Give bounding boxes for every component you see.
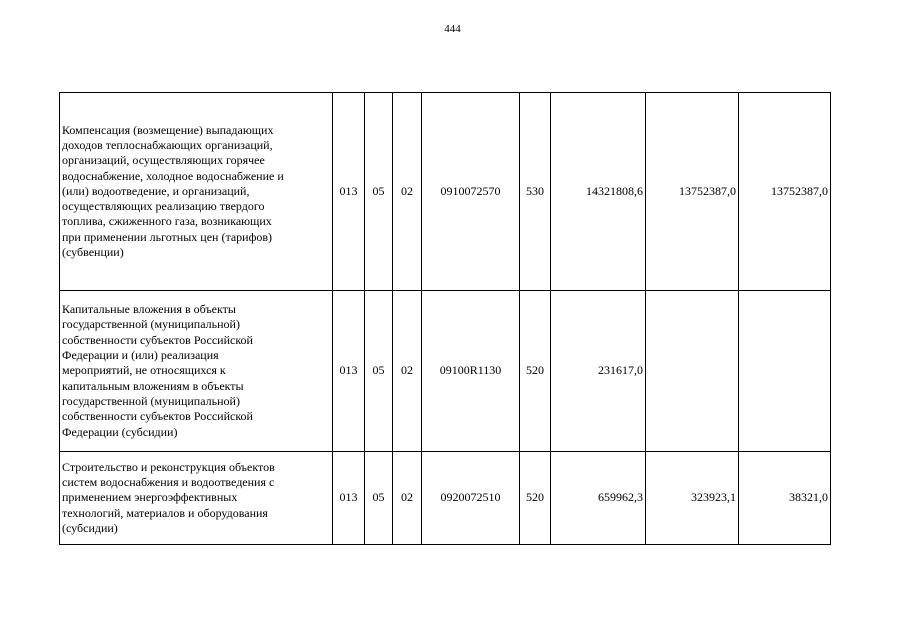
section-code: 05 [365,291,393,452]
description-line: государственной (муниципальной) [62,393,240,408]
description-line: осуществляющих реализацию твердого [62,199,265,214]
page-number: 444 [444,23,461,35]
description-line: доходов теплоснабжающих организаций, [62,137,273,152]
description-line: Федерации (субсидии) [62,424,178,439]
target-article-code: 0920072510 [422,452,520,545]
description-line: собственности субъектов Российской [62,409,253,424]
section-code: 05 [365,93,393,291]
description-line: водоснабжение, холодное водоснабжение и [62,168,284,183]
description-line: Федерации и (или) реализация [62,348,219,363]
amount-3: 13752387,0 [739,93,831,291]
row-description [60,291,333,452]
amount-3: 38321,0 [739,452,831,545]
amount-2: 323923,1 [646,452,739,545]
description-line: Компенсация (возмещение) выпадающих [62,122,274,137]
amount-3 [739,291,831,452]
description-line: технологий, материалов и оборудования [62,505,268,520]
section-code: 05 [365,452,393,545]
description-line: Капитальные вложения в объекты [62,302,236,317]
target-article-code: 0910072570 [422,93,520,291]
amount-2: 13752387,0 [646,93,739,291]
table-row [60,93,831,291]
expense-type-code: 520 [520,291,551,452]
expense-type-code: 520 [520,452,551,545]
subsection-code: 02 [393,452,422,545]
ministry-code: 013 [333,452,365,545]
description-line: при применении льготных цен (тарифов) [62,229,273,244]
row-description [60,452,333,545]
description-line: мероприятий, не относящихся к [62,363,226,378]
subsection-code: 02 [393,93,422,291]
description-line: (субсидии) [62,520,118,535]
ministry-code: 013 [333,93,365,291]
expense-type-code: 530 [520,93,551,291]
description-line: применением энергоэффективных [62,490,238,505]
amount-1: 231617,0 [551,291,646,452]
description-line: топлива, сжиженного газа, возникающих [62,214,272,229]
description-line: Строительство и реконструкция объектов [62,459,275,474]
target-article-code: 09100R1130 [422,291,520,452]
row-description [60,93,333,291]
amount-1: 659962,3 [551,452,646,545]
description-line: (субвенции) [62,245,124,260]
description-line: организаций, осуществляющих горячее [62,153,265,168]
ministry-code: 013 [333,291,365,452]
subsection-code: 02 [393,291,422,452]
description-line: систем водоснабжения и водоотведения с [62,475,275,490]
description-line: собственности субъектов Российской [62,332,253,347]
amount-1: 14321808,6 [551,93,646,291]
amount-2 [646,291,739,452]
description-line: (или) водоотведение, и организаций, [62,183,250,198]
description-line: государственной (муниципальной) [62,317,240,332]
table-row [60,452,831,545]
description-line: капитальным вложениям в объекты [62,378,244,393]
table-row [60,291,831,452]
budget-table [59,92,831,545]
